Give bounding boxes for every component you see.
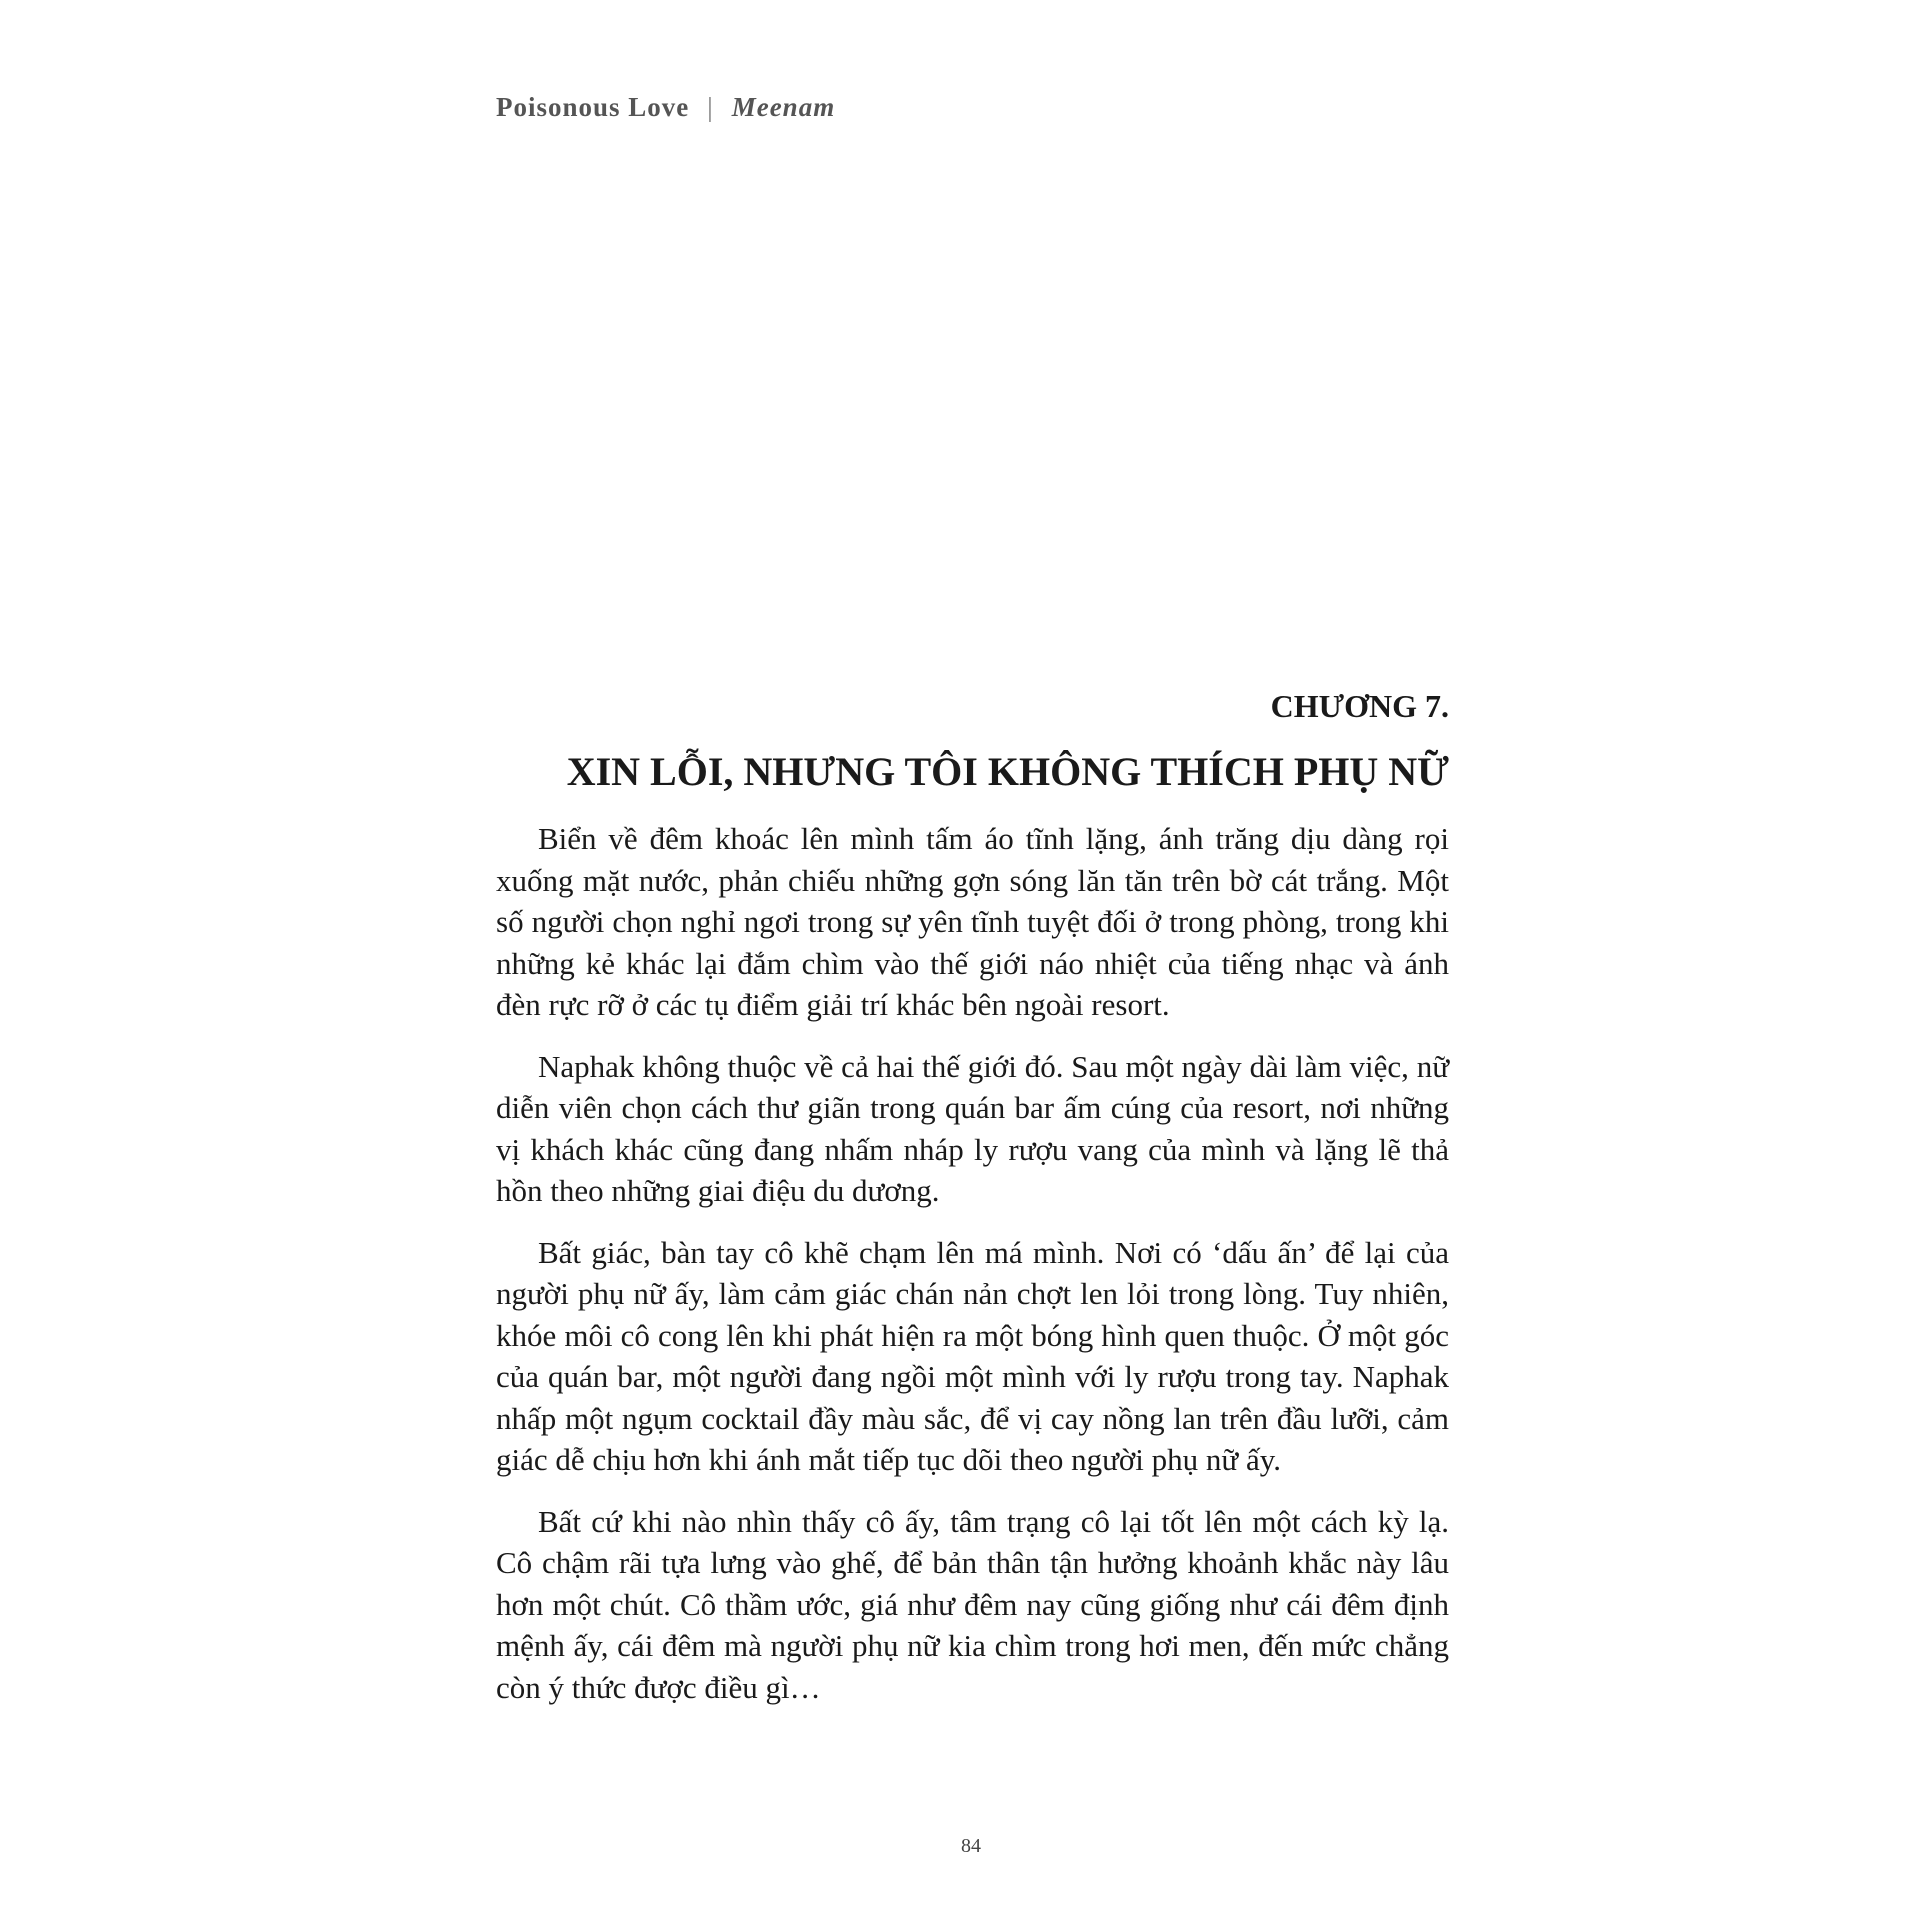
- paragraph: Biển về đêm khoác lên mình tấm áo tĩnh lặng, ánh trăng dịu dàng rọi xuống mặt nước, phản chiếu những gợn sóng lăn tăn trên bờ cát trắng. Một số người chọn nghỉ ngơi trong sự yên tĩnh tuyệt đối ở trong phòng, trong khi những kẻ khác lại đắm chìm vào thế giới náo nhiệt của tiếng nhạc và ánh đèn rực rỡ ở các tụ điểm giải trí khác bên ngoài resort.: [496, 821, 1449, 1022]
- page-number: 84: [961, 1835, 981, 1857]
- chapter-title: XIN LỖI, NHƯNG TÔI KHÔNG THÍCH PHỤ NỮ: [566, 749, 1449, 794]
- chapter-body: [496, 818, 1449, 1728]
- chapter-number: CHƯƠNG 7.: [1270, 688, 1449, 724]
- running-header: [496, 92, 835, 123]
- paragraph: Bất giác, bàn tay cô khẽ chạm lên má mình. Nơi có ‘dấu ấn’ để lại của người phụ nữ ấy, làm cảm giác chán nản chợt len lỏi trong lòng. Tuy nhiên, khóe môi cô cong lên khi phát hiện ra một bóng hình quen thuộc. Ở một góc của quán bar, một người đang ngồi một mình với ly rượu trong tay. Naphak nhấp một ngụm cocktail đầy màu sắc, để vị cay nồng lan trên đầu lưỡi, cảm giác dễ chịu hơn khi ánh mắt tiếp tục dõi theo người phụ nữ ấy.: [496, 1234, 1449, 1477]
- author-name: Meenam: [731, 92, 836, 122]
- paragraph: Bất cứ khi nào nhìn thấy cô ấy, tâm trạng cô lại tốt lên một cách kỳ lạ. Cô chậm rãi tựa lưng vào ghế, để bản thân tận hưởng khoảnh khắc này lâu hơn một chút. Cô thầm ước, giá như đêm nay cũng giống như cái đêm định mệnh ấy, cái đêm mà người phụ nữ kia chìm trong hơi men, đến mức chẳng còn ý thức được điều gì…: [496, 1503, 1449, 1705]
- book-title: Poisonous Love: [496, 92, 690, 122]
- header-separator: |: [707, 92, 714, 122]
- paragraph: Naphak không thuộc về cả hai thế giới đó. Sau một ngày dài làm việc, nữ diễn viên chọn cách thư giãn trong quán bar ấm cúng của resort, nơi những vị khách khác cũng đang nhấm nháp ly rượu vang của mình và lặng lẽ thả hồn theo những giai điệu du dương.: [496, 1048, 1449, 1208]
